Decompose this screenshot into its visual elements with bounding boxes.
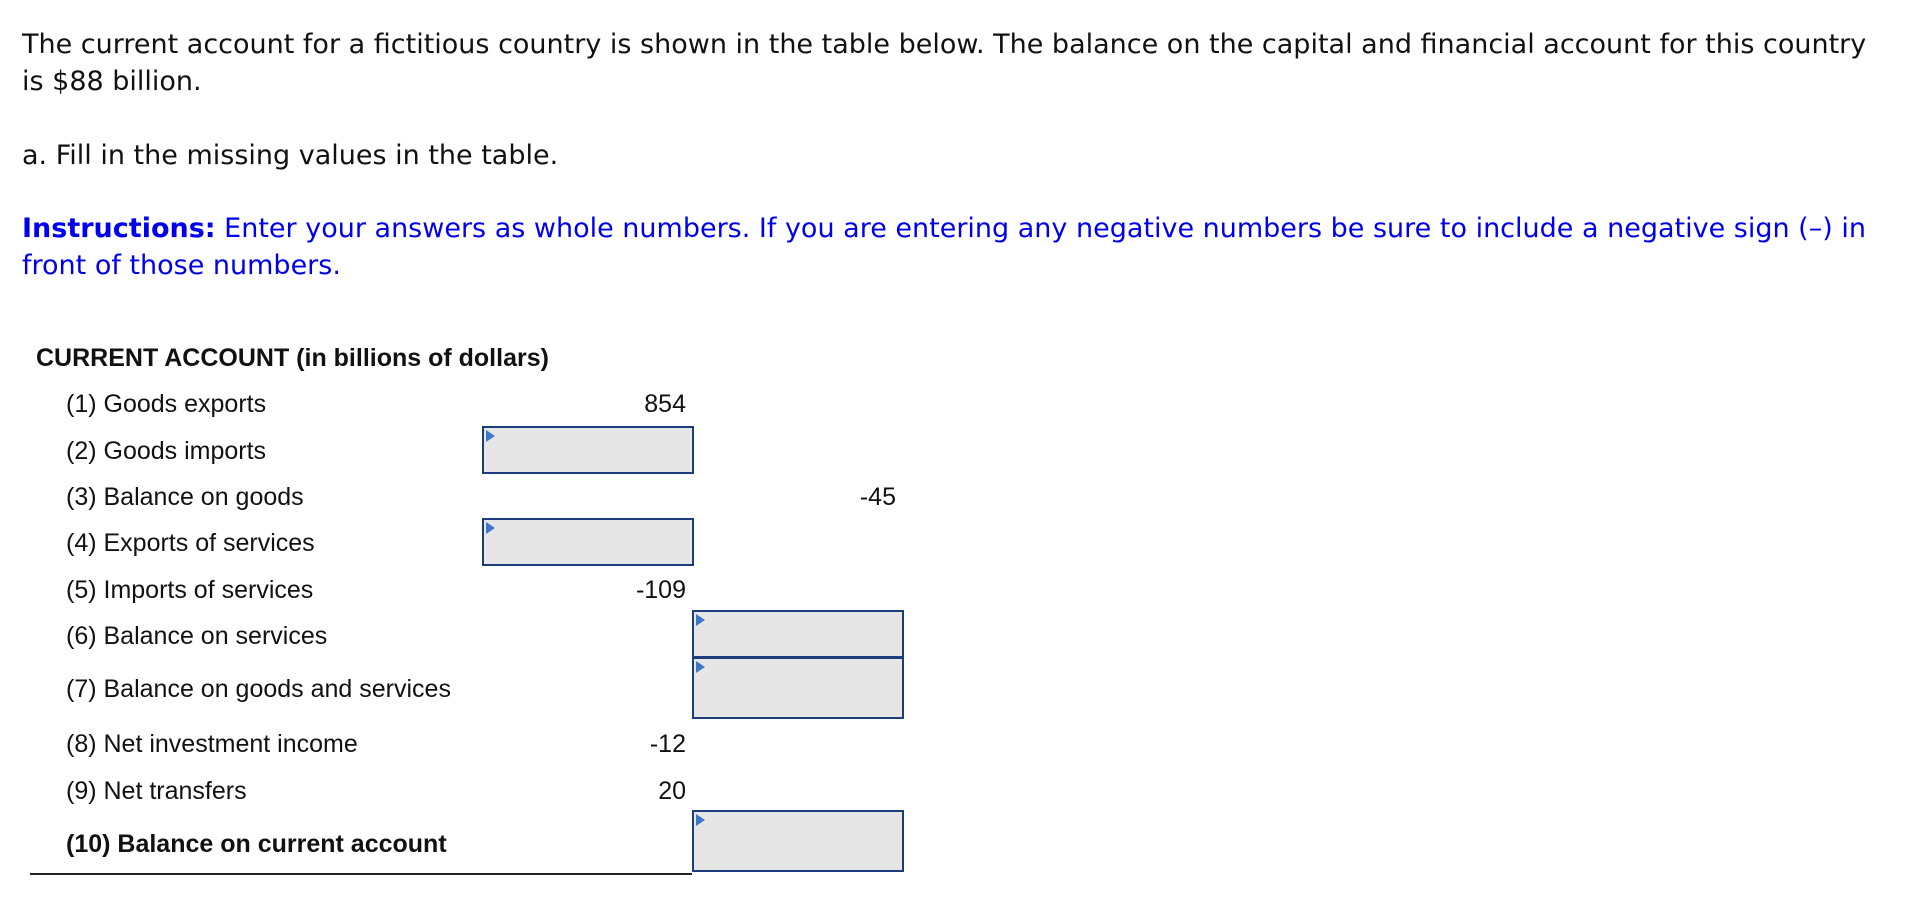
instructions — [22, 210, 1892, 284]
balance-on-goods-and-services-input[interactable] — [692, 657, 904, 719]
exports-of-services-input[interactable] — [482, 518, 694, 566]
row-label-goods-exports: (1) Goods exports — [66, 390, 267, 418]
balance-on-current-account-input[interactable] — [692, 810, 904, 872]
entry-marker-icon — [486, 430, 495, 442]
entry-marker-icon — [696, 614, 705, 626]
entry-marker-icon — [696, 814, 705, 826]
balance-on-services-input[interactable] — [692, 610, 904, 658]
table-title: CURRENT ACCOUNT (in billions of dollars) — [36, 344, 549, 372]
row-label-balance-on-goods-and-services: (7) Balance on goods and services — [66, 675, 451, 703]
row-label-exports-of-services: (4) Exports of services — [66, 529, 315, 557]
imports-of-services-value: -109 — [635, 576, 686, 604]
instructions-label: Instructions: — [22, 213, 216, 244]
table-bottom-rule — [30, 873, 692, 875]
row-label-imports-of-services: (5) Imports of services — [66, 576, 314, 604]
entry-marker-icon — [486, 522, 495, 534]
net-transfers-value: 20 — [658, 777, 686, 805]
row-label-balance-on-goods: (3) Balance on goods — [66, 483, 304, 511]
row-label-balance-on-services: (6) Balance on services — [66, 622, 328, 650]
row-label-net-transfers: (9) Net transfers — [66, 777, 247, 805]
balance-on-goods-value: -45 — [859, 483, 896, 511]
instructions-text: Enter your answers as whole numbers. If you are entering any negative numbers be sure to include a negative sign (–) in front of those numbers. — [22, 213, 1866, 281]
entry-marker-icon — [696, 661, 705, 673]
question-intro: The current account for a fictitious country is shown in the table below. The balance on the capital and financial account for this country is $88 billion. — [22, 29, 1867, 97]
goods-exports-value: 854 — [644, 390, 686, 418]
goods-imports-input[interactable] — [482, 426, 694, 474]
net-investment-income-value: -12 — [649, 730, 686, 758]
row-label-balance-on-current-account: (10) Balance on current account — [66, 830, 447, 858]
question-part-a: a. Fill in the missing values in the table. — [22, 140, 559, 171]
row-label-goods-imports: (2) Goods imports — [66, 437, 267, 465]
row-label-net-investment-income: (8) Net investment income — [66, 730, 358, 758]
